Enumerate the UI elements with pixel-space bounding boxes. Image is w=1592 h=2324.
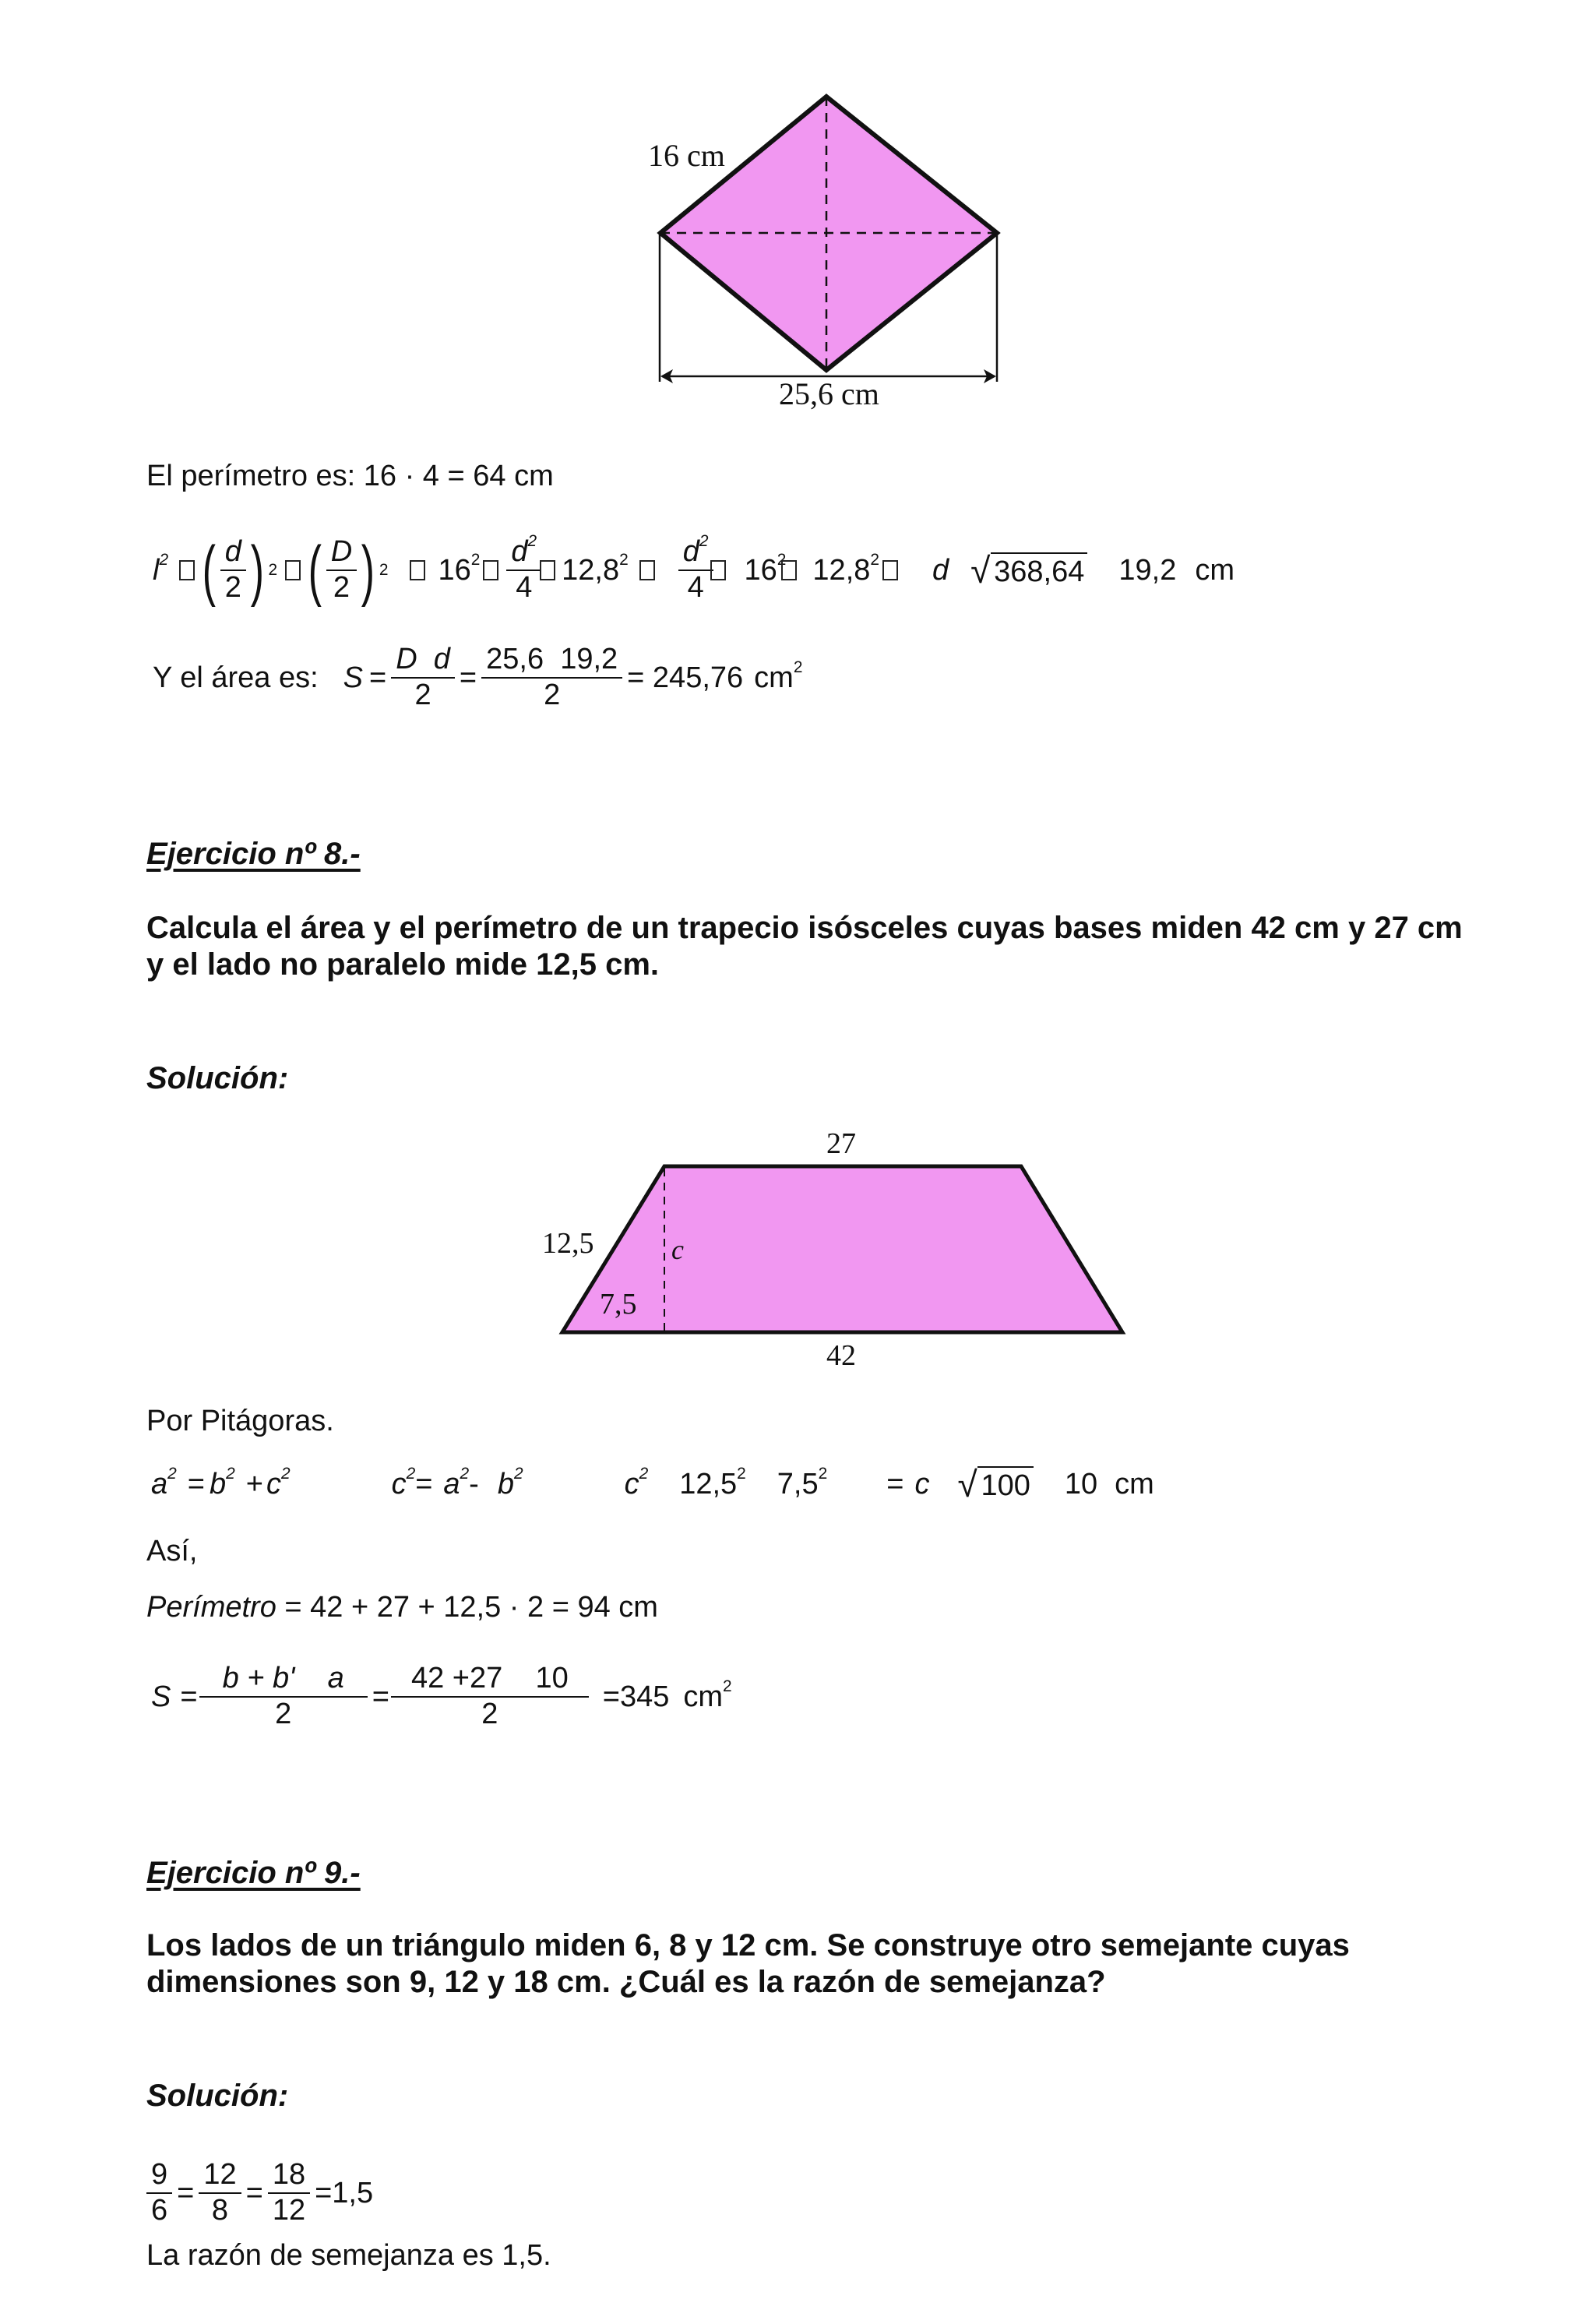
plus-sign: + [245, 1467, 263, 1501]
ratio-result: =1,5 [315, 2176, 374, 2209]
exercise-8-heading: Ejercicio nº 8.- [146, 837, 361, 871]
var-d: d [932, 553, 949, 587]
var-b2-b: $b^2$ [497, 1464, 523, 1501]
area-unit: $cm^2$ [754, 658, 803, 694]
var-a2: $a^2$ [151, 1464, 177, 1501]
var-S: S [343, 661, 364, 694]
equals-sign: = [245, 2176, 263, 2209]
result-10: 10 [1064, 1467, 1098, 1501]
equals-sign: = [415, 1467, 433, 1501]
unit-cm: cm [1195, 553, 1235, 587]
result-19-2: 19,2 [1118, 553, 1177, 587]
statement-line-2: dimensiones son 9, 12 y 18 cm. ¿Cuál es la razón de semejanza? [146, 1965, 1106, 1999]
rhombus-figure [608, 78, 1044, 421]
pythagoras-label: Por Pitágoras. [146, 1405, 334, 1437]
paren-close: ) [361, 533, 375, 608]
perimeter-expression: = 42 + 27 + 12,5 · 2 = 94 cm [284, 1591, 658, 1624]
area-unit: $cm^2$ [683, 1677, 732, 1713]
equals-sign: = [177, 2176, 195, 2209]
pythagoras-equation: $l^2$ ( $\frac{d}{2}$ ) 2 ( $\frac{D}{2}$ ) 2 $16^2$ $\frac{d^2}{4}$ 12,8$^2$ $\frac{d^2}{4}$ $16^2$ 12,8$^2$ d √ 368,64 19,2 cm [153, 532, 1235, 608]
ratio-fraction: $\frac{9}{6}$ [146, 2158, 172, 2227]
trapezoid-bottom-label: 42 [826, 1339, 856, 1372]
trapezoid-top-label: 27 [826, 1127, 856, 1160]
missing-glyph-icon [781, 560, 797, 580]
unit-cm: cm [1115, 1467, 1154, 1501]
trapezoid-height-label: c [671, 1234, 684, 1265]
missing-glyph-icon [410, 560, 425, 580]
equals-sign: = [187, 1467, 205, 1501]
equals-sign: = [180, 1680, 198, 1713]
missing-glyph-icon [639, 560, 655, 580]
missing-glyph-icon [540, 560, 555, 580]
equals-sign: = [886, 1467, 904, 1501]
trapezoid-shape [562, 1166, 1122, 1332]
fraction-Dd-over-2: $\frac{\text{D d}}{2}$ [391, 643, 455, 712]
missing-glyph-icon [882, 560, 898, 580]
ratio-fraction: $\frac{18}{12}$ [268, 2158, 310, 2227]
fraction-D-over-2: $\frac{D}{2}$ [326, 535, 357, 605]
area-label: Y el área es: [153, 661, 319, 694]
trapezoid-area-equation [151, 1650, 732, 1744]
pythagoras-equations [151, 1465, 1154, 1504]
ratio-fraction: $\frac{12}{8}$ [199, 2158, 241, 2227]
fraction-d2-over-4: $\frac{d^2}{4}$ [506, 535, 541, 605]
exercise-9-heading: Ejercicio nº 9.- [146, 1856, 361, 1890]
equals-sign: = [459, 661, 477, 694]
exercise-8-solution-label: Solución: [146, 1061, 289, 1095]
value-12-5-sq: 12,5$^2$ [679, 1464, 746, 1501]
missing-glyph-icon [285, 560, 301, 580]
ratio-equation [146, 2150, 373, 2236]
sqrt-100: √ 100 [957, 1466, 1033, 1503]
exercise-9-solution-label: Solución: [146, 2079, 289, 2113]
rhombus-diagonal-label: 25,6 cm [779, 376, 879, 411]
equals-sign: = [369, 661, 387, 694]
var-c2-c: $c^2$ [624, 1464, 649, 1501]
statement-line-1: Calcula el área y el perímetro de un trapecio isósceles cuyas bases miden 42 cm y 27 cm [146, 911, 1463, 945]
missing-glyph-icon [710, 560, 726, 580]
var-c2: $c^2$ [266, 1464, 291, 1501]
rhombus-side-label: 16 cm [648, 138, 725, 173]
value-7-5-sq: $7,5^2$ [777, 1464, 828, 1501]
value-16-b: $16^2$ [744, 550, 787, 587]
paren-open: ( [202, 533, 216, 608]
trapezoid-offset-label: 7,5 [600, 1288, 637, 1321]
minus-sign: - [469, 1467, 479, 1501]
paren-open: ( [308, 533, 322, 608]
area-result: = 245,76 [627, 661, 744, 694]
var-l: $l^2$ [153, 550, 169, 587]
sqrt-icon: √ [957, 1463, 977, 1504]
perimeter-line: El perímetro es: 16 · 4 = 64 cm [146, 460, 554, 492]
missing-glyph-icon [179, 560, 195, 580]
area-result: =345 [602, 1680, 670, 1713]
value-12-8: 12,8$^2$ [562, 550, 629, 587]
sqrt-368: √ 368,64 [970, 552, 1087, 589]
missing-glyph-icon [483, 560, 498, 580]
fraction-values: $\frac{42 +27 10}{2}$ [391, 1662, 589, 1731]
fraction-values-over-2: $\frac{25,6 19,2}{2}$ [481, 643, 622, 712]
fraction-d-over-2: $\frac{d}{2}$ [220, 535, 246, 605]
paren-close: ) [250, 533, 264, 608]
perimeter-equation [146, 1592, 658, 1622]
var-c: c [914, 1467, 930, 1501]
var-S: S [151, 1680, 171, 1713]
var-b2: $b^2$ [209, 1464, 235, 1501]
value-16: $16^2$ [438, 550, 481, 587]
perimeter-label: Perímetro [146, 1591, 276, 1624]
sqrt-icon: √ [970, 549, 991, 591]
var-a2-b: $a^2$ [443, 1464, 470, 1501]
fraction-d2-over-4-b: $\frac{d^2}{4}$ [678, 535, 713, 605]
statement-line-2: y el lado no paralelo mide 12,5 cm. [146, 947, 660, 982]
conclusion: La razón de semejanza es 1,5. [146, 2239, 551, 2272]
equals-sign: = [372, 1680, 389, 1713]
trapezoid-side-label: 12,5 [542, 1227, 594, 1260]
exercise-9-statement [146, 1927, 1350, 2001]
exercise-8-statement [146, 910, 1463, 983]
var-c2-b: $c^2$ [391, 1464, 416, 1501]
value-12-8-b: 12,8$^2$ [812, 550, 880, 587]
statement-line-1: Los lados de un triángulo miden 6, 8 y 12 cm. Se construye otro semejante cuyas [146, 1928, 1350, 1963]
fraction-formula: $\frac{b + b' a}{2}$ [199, 1662, 368, 1731]
asi-label: Así, [146, 1535, 198, 1568]
rhombus-area-equation [153, 635, 802, 721]
